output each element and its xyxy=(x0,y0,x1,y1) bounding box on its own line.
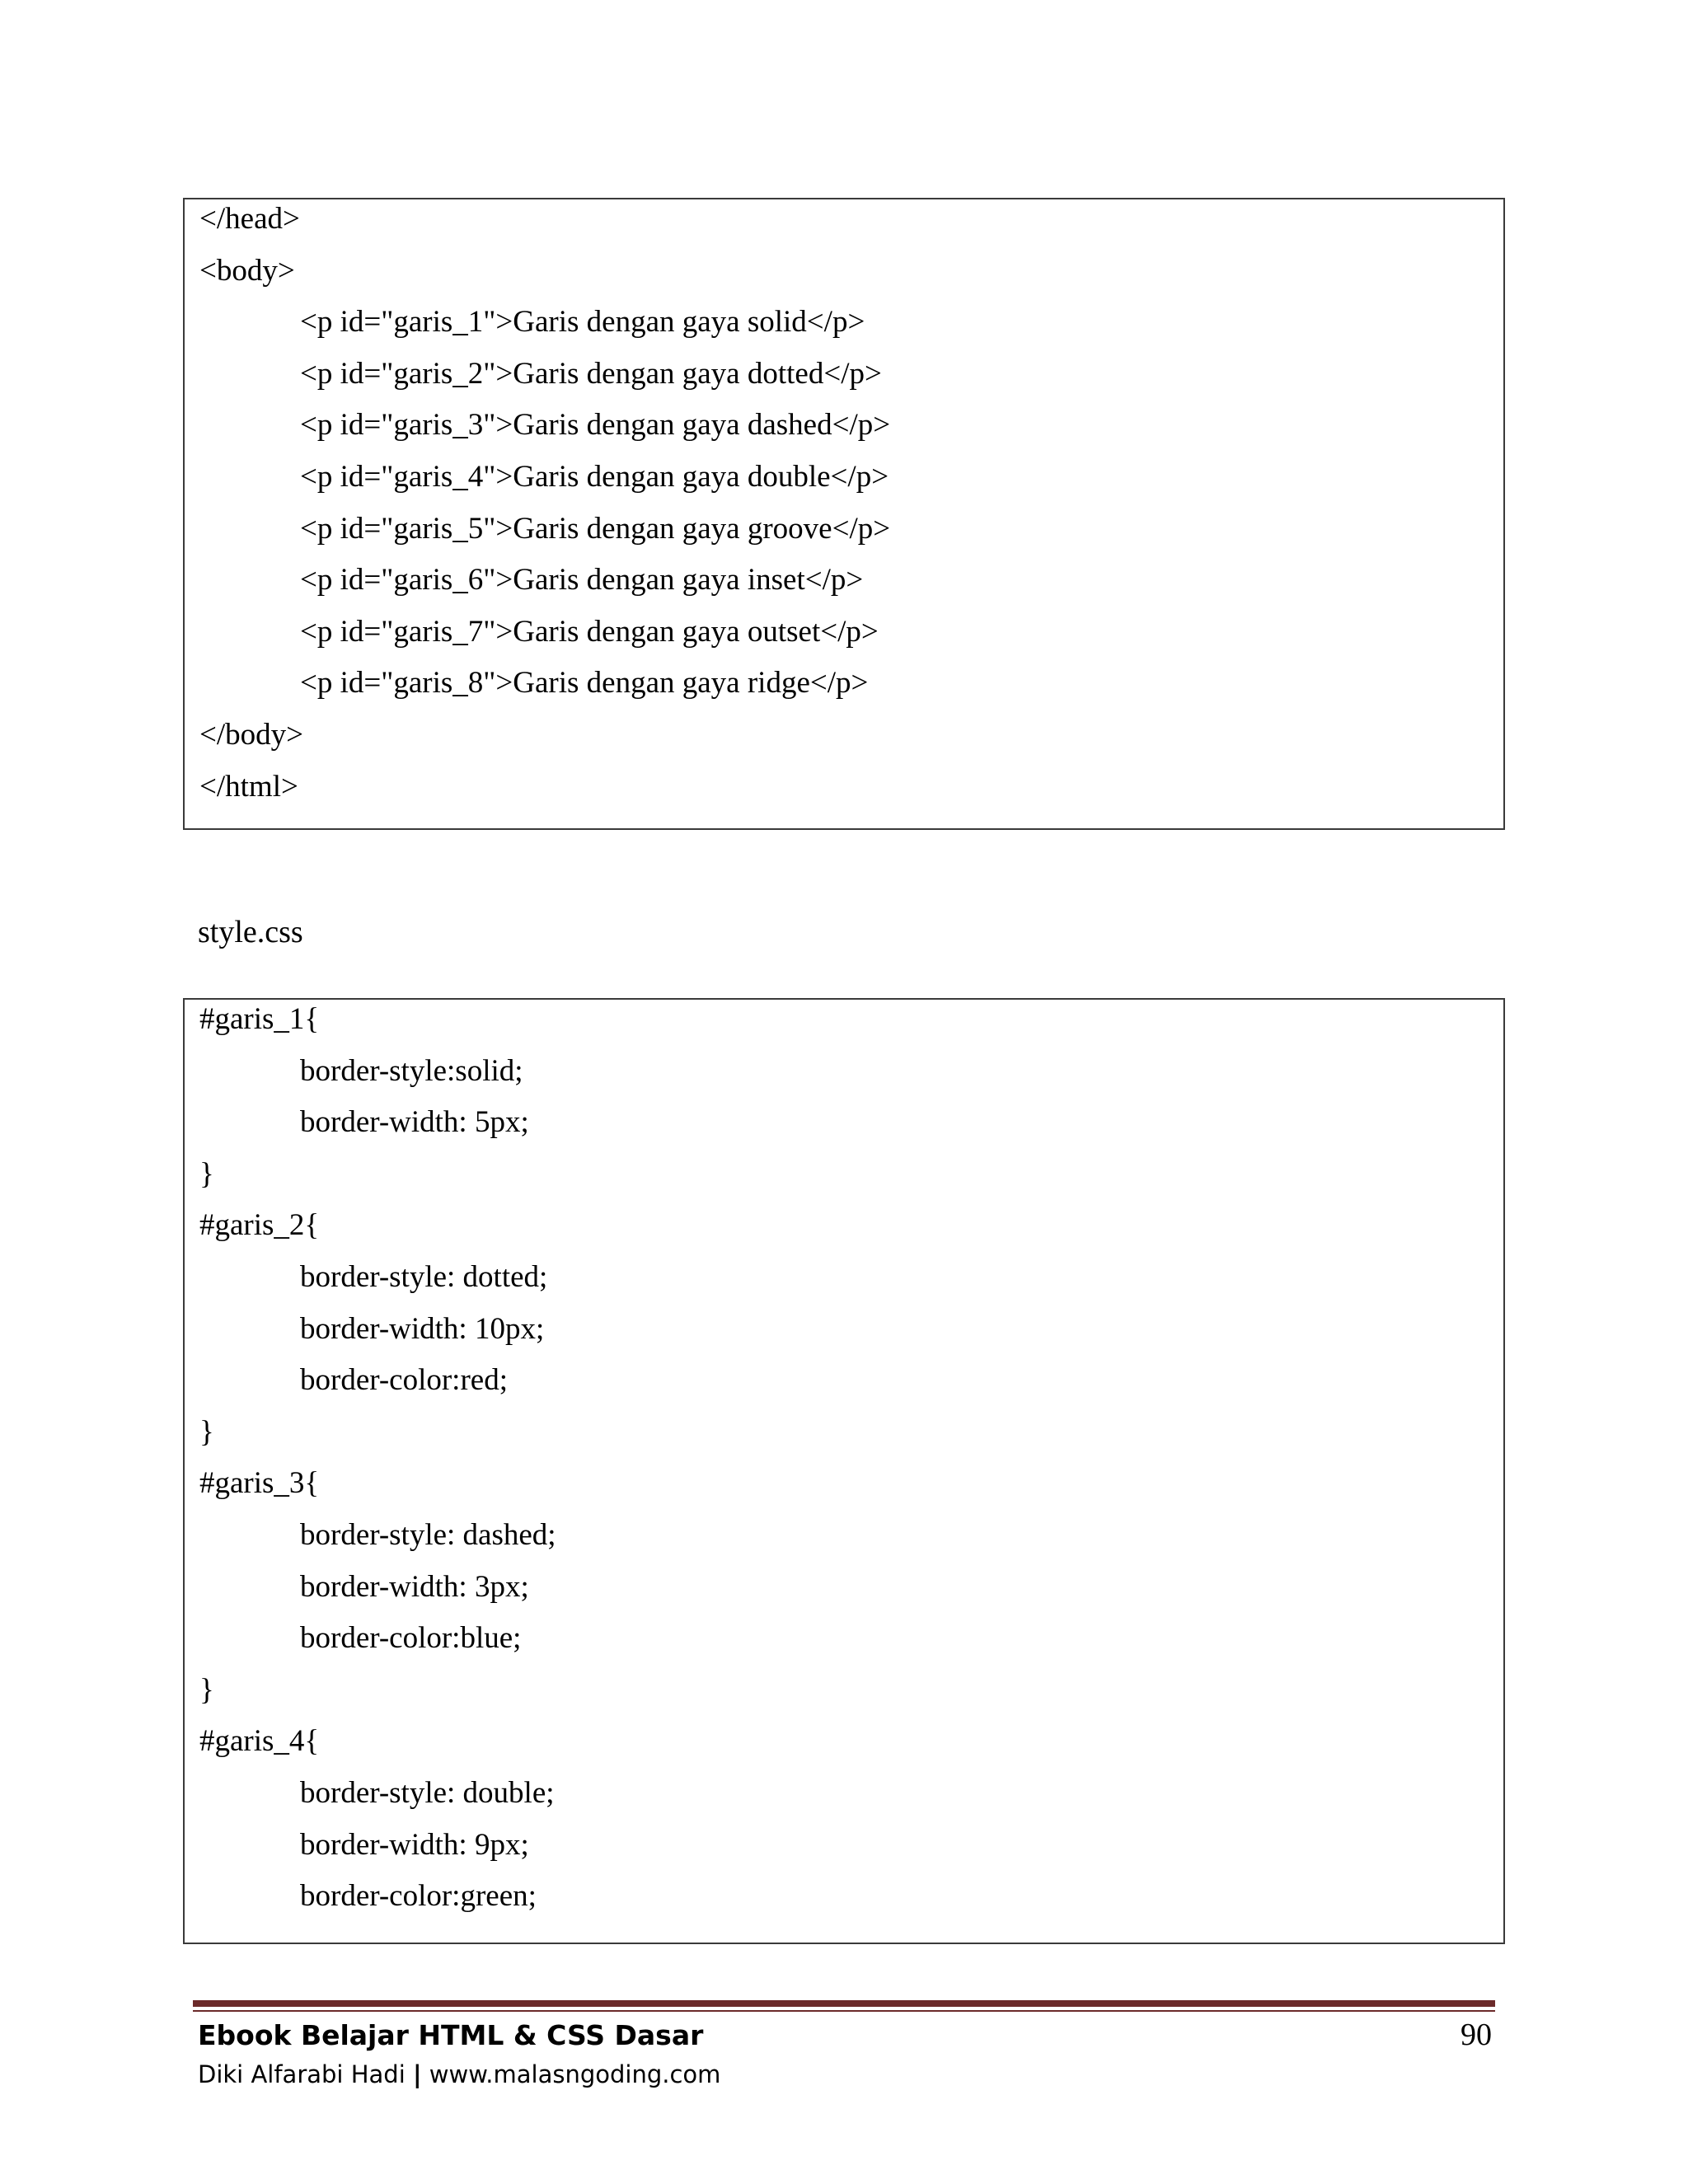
footer-rule xyxy=(193,2000,1495,2007)
code-line: #garis_2{ xyxy=(199,1208,320,1243)
code-line: border-color:green; xyxy=(300,1879,537,1914)
code-line: border-width: 3px; xyxy=(300,1569,529,1604)
css-code-block xyxy=(183,998,1505,1944)
code-line: #garis_4{ xyxy=(199,1724,320,1759)
footer-website: www.malasngoding.com xyxy=(429,2060,721,2088)
code-line: </html> xyxy=(199,769,298,804)
code-line: border-width: 10px; xyxy=(300,1311,545,1346)
code-line: <p id="garis_7">Garis dengan gaya outset</p> xyxy=(300,614,879,649)
footer-author-line xyxy=(198,2058,720,2091)
code-line: <p id="garis_2">Garis dengan gaya dotted</p> xyxy=(300,356,882,391)
code-line: } xyxy=(199,1414,214,1449)
footer-rule-thin xyxy=(193,2010,1495,2012)
code-line: <p id="garis_6">Garis dengan gaya inset</p> xyxy=(300,563,864,598)
code-line: <p id="garis_8">Garis dengan gaya ridge</p> xyxy=(300,666,869,701)
code-line: border-style: dashed; xyxy=(300,1518,556,1552)
code-line: border-style:solid; xyxy=(300,1053,523,1088)
code-line: <p id="garis_4">Garis dengan gaya double</p> xyxy=(300,460,889,494)
code-line: <p id="garis_3">Garis dengan gaya dashed</p> xyxy=(300,408,891,443)
html-code-block xyxy=(183,198,1505,830)
code-line: #garis_3{ xyxy=(199,1466,320,1501)
footer-separator: | xyxy=(412,2060,422,2088)
footer-author: Diki Alfarabi Hadi xyxy=(198,2060,406,2088)
code-line: </head> xyxy=(199,202,300,236)
footer-book-title: Ebook Belajar HTML & CSS Dasar xyxy=(198,2019,704,2051)
code-line: border-style: double; xyxy=(300,1776,555,1810)
code-line: } xyxy=(199,1672,214,1707)
section-label: style.css xyxy=(198,915,303,949)
code-line: <p id="garis_5">Garis dengan gaya groove</p> xyxy=(300,511,891,546)
code-line: <body> xyxy=(199,253,295,288)
code-line: </body> xyxy=(199,718,304,752)
code-line: <p id="garis_1">Garis dengan gaya solid</p> xyxy=(300,305,865,340)
code-line: border-width: 5px; xyxy=(300,1105,529,1140)
code-line: border-color:red; xyxy=(300,1363,508,1398)
code-line: } xyxy=(199,1156,214,1191)
code-line: border-width: 9px; xyxy=(300,1827,529,1862)
page-number: 90 xyxy=(1461,2018,1492,2052)
code-line: border-style: dotted; xyxy=(300,1260,548,1294)
code-line: border-color:blue; xyxy=(300,1621,522,1656)
code-line: #garis_1{ xyxy=(199,1002,320,1036)
